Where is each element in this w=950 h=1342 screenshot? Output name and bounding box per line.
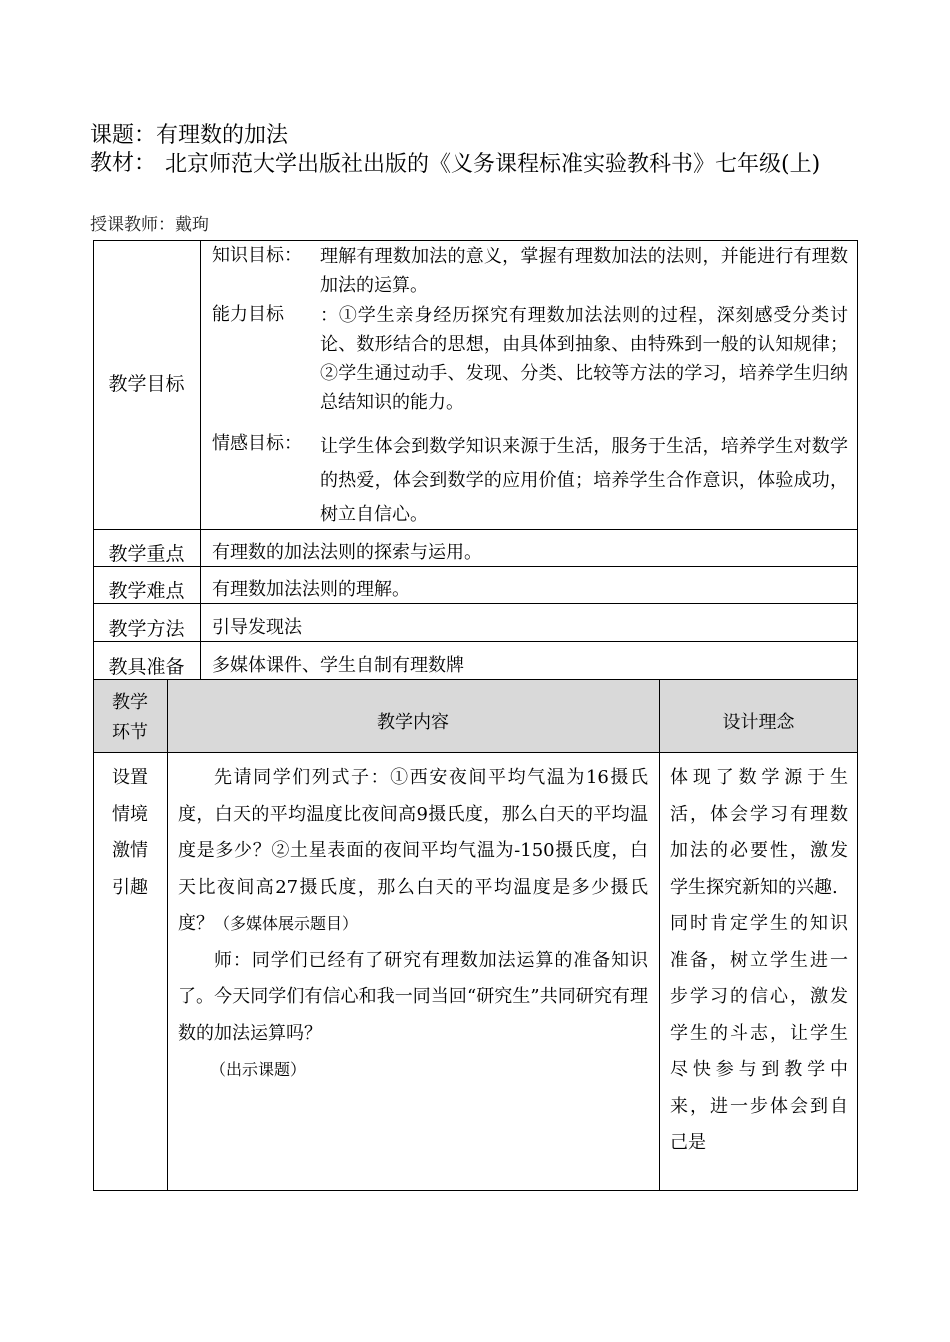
row-value-key-points: 有理数的加法法则的探索与运用。 <box>212 542 482 563</box>
header-rationale: 设计理念 <box>722 712 795 733</box>
textbook-value: 北京师范大学出版社出版的《义务课程标准实验教科书》七年级(上) <box>165 152 821 177</box>
topic-line <box>90 122 288 150</box>
stage-char-2: 情境 <box>112 803 148 825</box>
content-paragraph-2: 师：同学们已经有了研究有理数加法运算的准备知识了。今天同学们有信心和我一同当回“研究生”共同研究有理数的加法运算吗？ <box>178 949 648 1044</box>
row-label-method: 教学方法 <box>108 618 185 640</box>
row-label-difficulties: 教学难点 <box>108 580 185 602</box>
emotion-label: 情感目标： <box>212 433 302 454</box>
teacher-line: 授课教师：戴珣 <box>90 215 209 235</box>
knowledge-label: 知识目标： <box>212 245 302 266</box>
ability-text: ：①学生亲身经历探究有理数加法法则的过程，深刻感受分类讨论、数形结合的思想，由具体到抽象、由特殊到一般的认知规律；②学生通过动手、发现、分类、比较等方法的学习，培养学生归纳总结知识的能力。 <box>320 305 848 413</box>
ability-label: 能力目标 <box>212 304 284 325</box>
textbook-label: 教材： <box>90 151 157 176</box>
row-value-method: 引导发现法 <box>212 617 302 638</box>
rationale-paragraph-1: 体现了数学源于生活，体会学习有理数加法的必要性，激发学生探究新知的兴趣. <box>670 767 848 898</box>
topic-title: 有理数的加法 <box>156 123 289 148</box>
content-cell <box>178 760 648 1089</box>
knowledge-text: 理解有理数加法的意义，掌握有理数加法的法则，并能进行有理数加法的运算。 <box>320 246 848 296</box>
content-note: （多媒体展示题目） <box>214 914 359 933</box>
rationale-paragraph-2: 同时肯定学生的知识准备，树立学生进一步学习的信心，激发学生的斗志，让学生尽快参与到教学中来，进一步体会到自己是 <box>670 913 848 1153</box>
header-stage-line1: 教学 <box>112 692 148 713</box>
objectives-row-label: 教学目标 <box>108 373 185 395</box>
row-value-difficulties: 有理数加法法则的理解。 <box>212 579 410 600</box>
row-label-materials: 教具准备 <box>108 656 185 678</box>
header-stage <box>93 688 167 748</box>
header-stage-line2: 环节 <box>112 722 148 743</box>
emotion-text: 让学生体会到数学知识来源于生活，服务于生活，培养学生对数学的热爱，体会到数学的应用价值；培养学生合作意识，体验成功，树立自信心。 <box>320 436 848 525</box>
header-content: 教学内容 <box>377 712 449 733</box>
stage-char-3: 激情 <box>112 840 148 861</box>
rationale-cell <box>670 760 848 1162</box>
stage-char-4: 引趣 <box>112 876 148 898</box>
row-value-materials: 多媒体课件、学生自制有理数牌 <box>212 655 464 676</box>
row-label-key-points: 教学重点 <box>108 543 185 565</box>
stage-char-1: 设置 <box>112 767 148 788</box>
topic-label: 课题： <box>90 123 157 148</box>
content-paragraph-3: （出示课题） <box>210 1060 307 1079</box>
content-paragraph-1: 先请同学们列式子：①西安夜间平均气温为16摄氏度，白天的平均温度比夜间高9摄氏度，那么白天的平均温度是多少？②土星表面的夜间平均气温为-150摄氏度，白天比夜间高27摄氏度，那么白天的平均温度是多少摄氏度？（多媒体展示题目） <box>178 767 648 934</box>
stage-cell <box>93 760 167 906</box>
